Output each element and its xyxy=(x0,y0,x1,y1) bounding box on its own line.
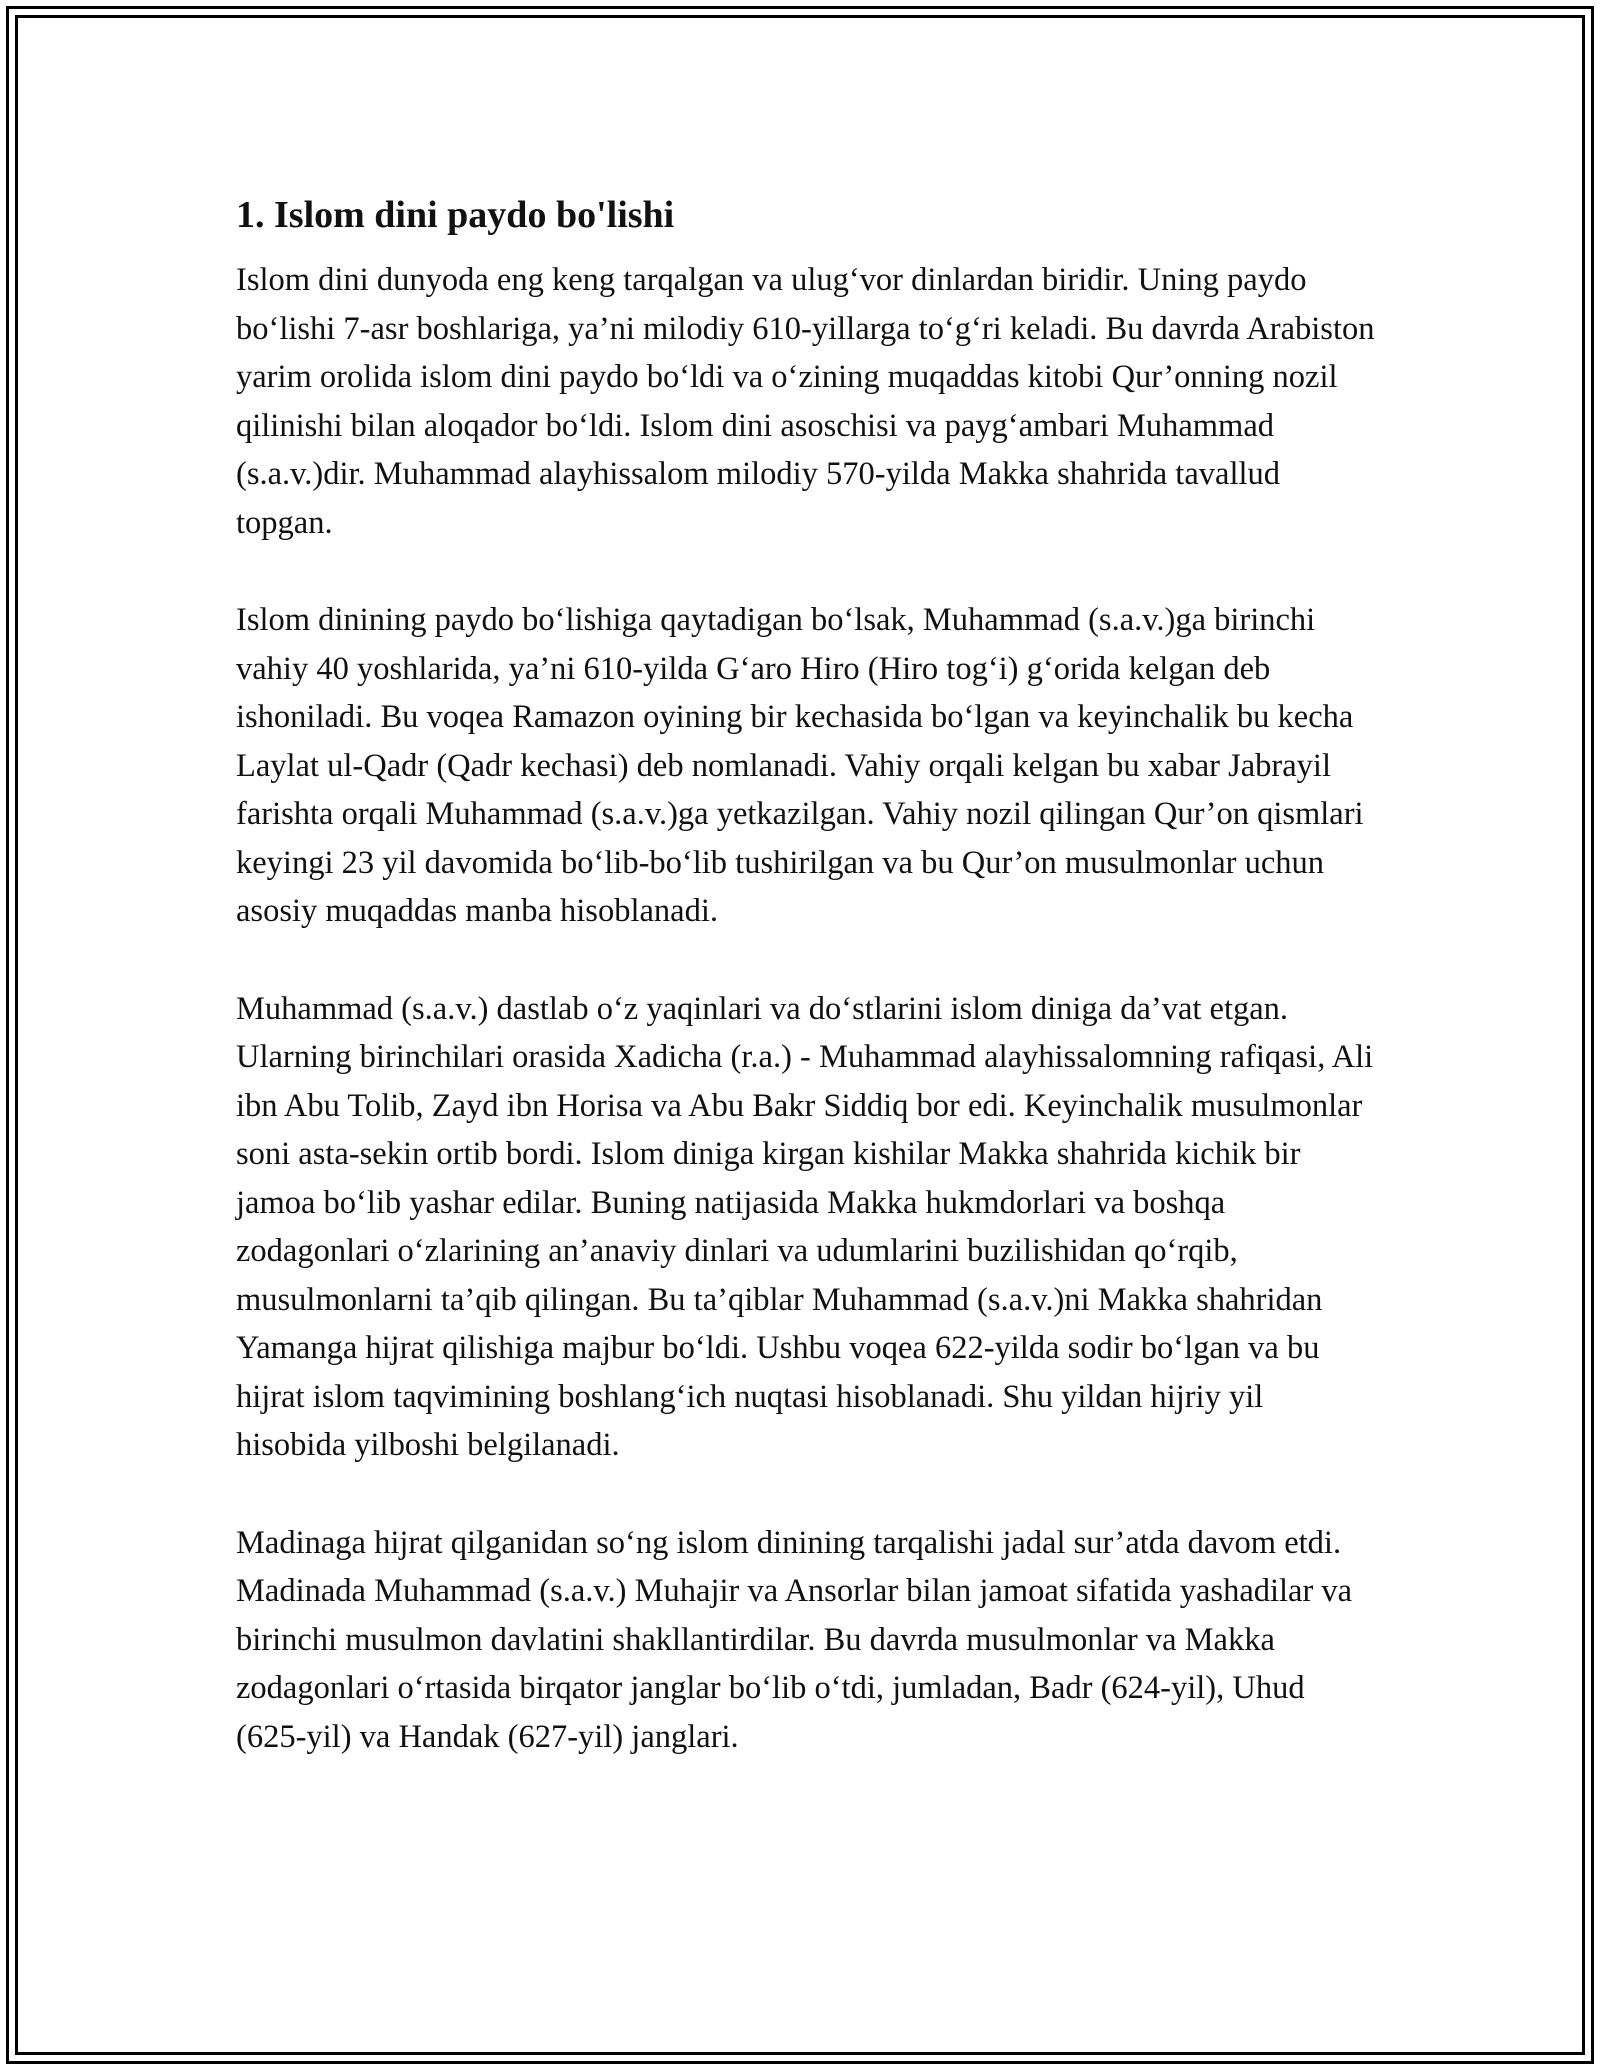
document-page xyxy=(236,186,1376,1810)
paragraph-2: Islom dinining paydo bo‘lishiga qaytadigan bo‘lsak, Muhammad (s.a.v.)ga birinchi vahiy 40 yoshlarida, ya’ni 610-yilda G‘aro Hiro (Hiro tog‘i) g‘orida kelgan deb ishoniladi. Bu voqea Ramazon oyining bir kechasida bo‘lgan va keyinchalik bu kecha Laylat ul-Qadr (Qadr kechasi) deb nomlanadi. Vahiy orqali kelgan bu xabar Jabrayil farishta orqali Muhammad (s.a.v.)ga yetkazilgan. Vahiy nozil qilingan Qur’on qismlari keyingi 23 yil davomida bo‘lib-bo‘lib tushirilgan va bu Qur’on musulmonlar uchun asosiy muqaddas manba hisoblanadi. xyxy=(236,602,1364,929)
paragraph-3: Muhammad (s.a.v.) dastlab o‘z yaqinlari va do‘stlarini islom diniga da’vat etgan. Ularning birinchilari orasida Xadicha (r.a.) - Muhammad alayhissalomning rafiqasi, Ali ibn Abu Tolib, Zayd ibn Horisa va Abu Bakr Siddiq bor edi. Keyinchalik musulmonlar soni asta-sekin ortib bordi. Islom diniga kirgan kishilar Makka shahrida kichik bir jamoa bo‘lib yashar edilar. Buning natijasida Makka hukmdorlari va boshqa zodagonlari o‘zlarining an’anaviy dinlari va udumlarini buzilishidan qo‘rqib, musulmonlarni ta’qib qilingan. Bu ta’qiblar Muhammad (s.a.v.)ni Makka shahridan Yamanga hijrat qilishiga majbur bo‘ldi. Ushbu voqea 622-yilda sodir bo‘lgan va bu hijrat islom taqvimining boshlang‘ich nuqtasi hisoblanadi. Shu yildan hijriy yil hisobida yilboshi belgilanadi. xyxy=(236,990,1374,1463)
paragraph-4: Madinaga hijrat qilganidan so‘ng islom dinining tarqalishi jadal sur’atda davom etdi. Madinada Muhammad (s.a.v.) Muhajir va Ansorlar bilan jamoat sifatida yashadilar va birinchi musulmon davlatini shakllantirdilar. Bu davrda musulmonlar va Makka zodagonlari o‘rtasida birqator janglar bo‘lib o‘tdi, jumladan, Badr (624-yil), Uhud (625-yil) va Handak (627-yil) janglari. xyxy=(236,1524,1353,1755)
paragraph-1: Islom dini dunyoda eng keng tarqalgan va ulug‘vor dinlardan biridir. Uning paydo bo‘lishi 7-asr boshlariga, ya’ni milodiy 610-yillarga to‘g‘ri keladi. Bu davrda Arabiston yarim orolida islom dini paydo bo‘ldi va o‘zining muqaddas kitobi Qur’onning nozil qilinishi bilan aloqador bo‘ldi. Islom dini asoschisi va payg‘ambari Muhammad (s.a.v.)dir. Muhammad alayhissalom milodiy 570-yilda Makka shahrida tavallud topgan. xyxy=(236,262,1375,541)
page-title: 1. Islom dini paydo bo'lishi xyxy=(236,194,675,236)
